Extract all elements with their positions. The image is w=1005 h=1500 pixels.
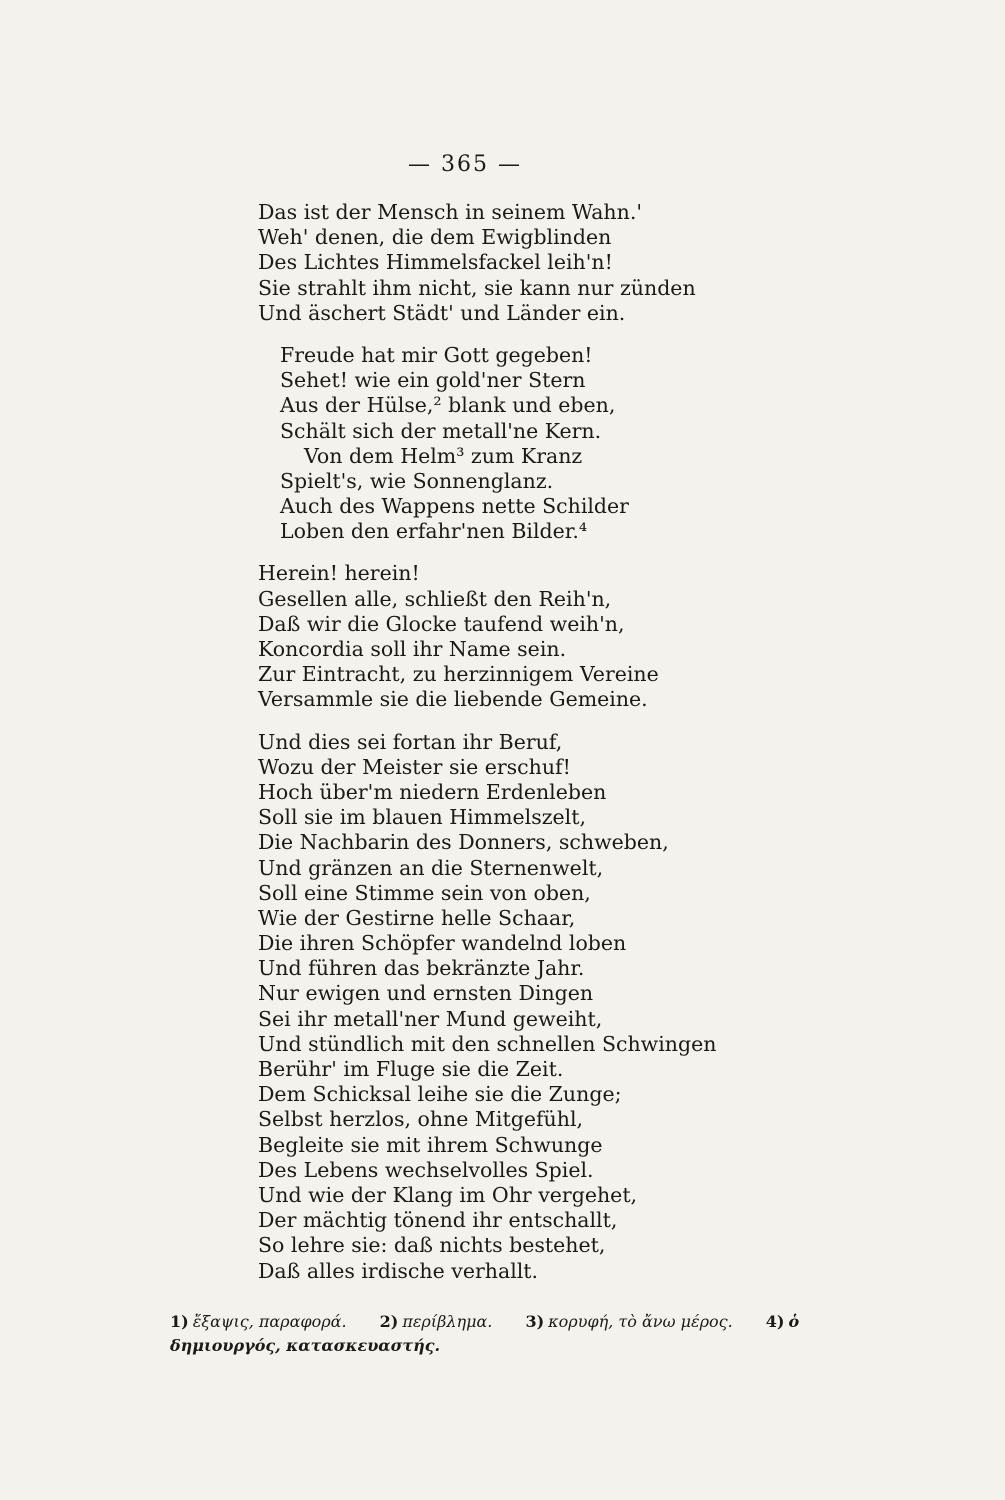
poem-line: Die ihren Schöpfer wandelnd loben: [258, 931, 627, 956]
stanza: [258, 343, 718, 545]
footnote-row: [170, 1310, 820, 1334]
poem-line: Herein! herein!: [258, 561, 420, 586]
poem-line: Daß alles irdische verhallt.: [258, 1258, 539, 1283]
poem-line: Und führen das bekränzte Jahr.: [258, 956, 585, 981]
poem-line: Nur ewigen und ernsten Dingen: [258, 981, 594, 1006]
poem-line: Schält sich der metall'ne Kern.: [280, 418, 602, 443]
page-number: — 365 —: [408, 152, 522, 177]
poem-line: Selbst herzlos, ohne Mitgefühl,: [258, 1107, 584, 1132]
poem-line: Des Lichtes Himmelsfackel leih'n!: [258, 250, 613, 275]
poem-line: Begleite sie mit ihrem Schwunge: [258, 1132, 603, 1157]
poem-line: Die Nachbarin des Donners, schweben,: [258, 830, 669, 855]
poem-line: Und äschert Städt' und Länder ein.: [258, 300, 626, 325]
poem-line: Und dies sei fortan ihr Beruf,: [258, 729, 563, 754]
poem-line: Koncordia soll ihr Name sein.: [258, 637, 567, 661]
footnote-4: 4) ὁ: [765, 1312, 800, 1331]
poem-line: Und gränzen an die Sternenwelt,: [258, 855, 604, 880]
poem-line: Auch des Wappens nette Schilder: [280, 494, 629, 519]
poem-line: Von dem Helm³ zum Kranz: [304, 443, 583, 468]
poem-line: Versammle sie die liebende Gemeine.: [258, 687, 648, 712]
poem-line: Hoch über'm niedern Erdenleben: [258, 779, 607, 804]
stanza: [258, 561, 718, 712]
poem-line: Zur Eintracht, zu herzinnigem Vereine: [258, 662, 659, 687]
footnote-1: 1) ἔξαψις, παραφορά.: [170, 1312, 347, 1331]
poem-line: Und stündlich mit den schnellen Schwingen: [258, 1031, 717, 1056]
stanza: [258, 200, 718, 326]
poem-line: Loben den erfahr'nen Bilder.⁴: [280, 519, 588, 544]
poem-line: Berühr' im Fluge sie die Zeit.: [258, 1057, 564, 1081]
poem-line: Daß wir die Glocke taufend weih'n,: [258, 611, 625, 636]
poem-text: [258, 200, 718, 1284]
poem-line: Wie der Gestirne helle Schaar,: [258, 905, 576, 930]
footnotes: [170, 1310, 820, 1358]
poem-line: Das ist der Mensch in seinem Wahn.': [258, 200, 642, 224]
poem-line: Sie strahlt ihm nicht, sie kann nur zünden: [258, 275, 696, 300]
poem-line: So lehre sie: daß nichts bestehet,: [258, 1233, 606, 1258]
poem-line: Sei ihr metall'ner Mund geweiht,: [258, 1006, 603, 1031]
footnote-4-continued: δημιουργός, κατασκευαστής.: [170, 1336, 441, 1355]
poem-line: Dem Schicksal leihe sie die Zunge;: [258, 1082, 622, 1107]
poem-line: Weh' denen, die dem Ewigblinden: [258, 225, 612, 250]
poem-line: Aus der Hülse,² blank und eben,: [280, 393, 616, 418]
poem-line: Soll eine Stimme sein von oben,: [258, 880, 591, 905]
poem-line: Gesellen alle, schließt den Reih'n,: [258, 586, 612, 611]
poem-line: Freude hat mir Gott gegeben!: [280, 342, 593, 367]
poem-line: Des Lebens wechselvolles Spiel.: [258, 1157, 594, 1182]
poem-line: Soll sie im blauen Himmelszelt,: [258, 805, 586, 830]
footnote-3: 3) κορυφή, τὸ ἄνω μέρος.: [525, 1312, 733, 1331]
poem-line: Und wie der Klang im Ohr vergehet,: [258, 1182, 638, 1207]
poem-line: Sehet! wie ein gold'ner Stern: [280, 368, 586, 393]
poem-line: Der mächtig tönend ihr entschallt,: [258, 1208, 618, 1233]
poem-line: Spielt's, wie Sonnenglanz.: [280, 468, 554, 493]
poem-line: Wozu der Meister sie erschuf!: [258, 754, 571, 779]
footnote-2: 2) περίβλημα.: [379, 1312, 493, 1331]
stanza: [258, 730, 718, 1284]
